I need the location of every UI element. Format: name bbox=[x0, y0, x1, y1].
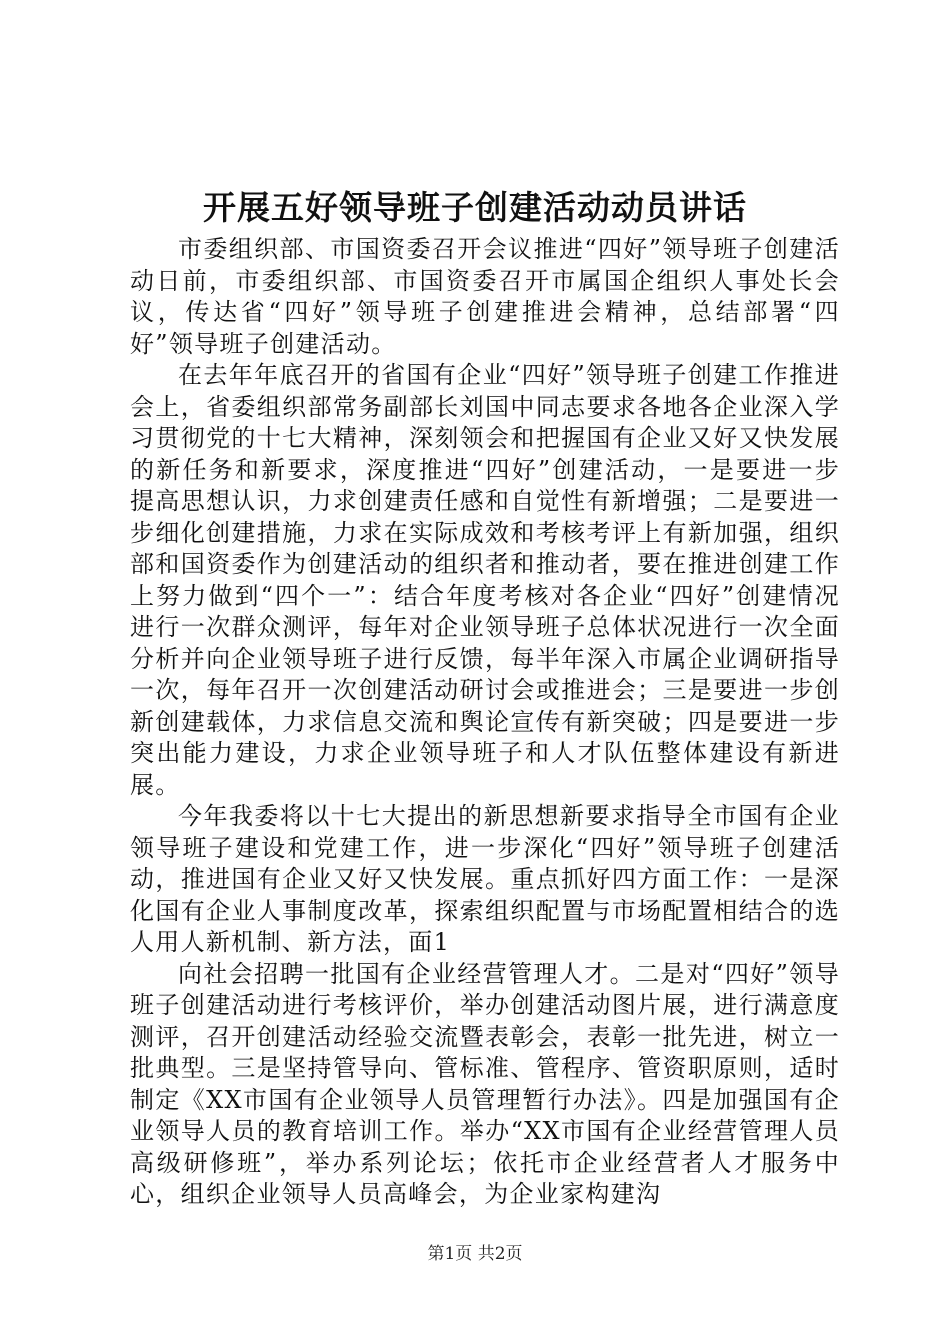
paragraph-2: 在去年年底召开的省国有企业“四好”领导班子创建工作推进会上，省委组织部常务副部长刘国中同志要求各地各企业深入学习贯彻党的十七大精神，深刻领会和把握国有企业又好又快发展的新任务和新要求，深度推进“四好”创建活动，一是要进一步提高思想认识，力求创建责任感和自觉性有新增强；二是要进一步细化创建措施，力求在实际成效和考核考评上有新加强，组织部和国资委作为创建活动的组织者和推动者，要在推进创建工作上努力做到“四个一”：结合年度考核对各企业“四好”创建情况进行一次群众测评，每年对企业领导班子总体状况进行一次全面分析并向企业领导班子进行反馈，每半年深入市属企业调研指导一次，每年召开一次创建活动研讨会或推进会；三是要进一步创新创建载体，力求信息交流和舆论宣传有新突破；四是要进一步突出能力建设，力求企业领导班子和人才队伍整体建设有新进展。 bbox=[130, 361, 840, 799]
paragraph-3: 今年我委将以十七大提出的新思想新要求指导全市国有企业领导班子建设和党建工作，进一步深化“四好”领导班子创建活动，推进国有企业又好又快发展。重点抓好四方面工作：一是深化国有企业人事制度改革，探索组织配置与市场配置相结合的选人用人新机制、新方法，面1 bbox=[130, 802, 840, 956]
page-number-footer: 第1页 共2页 bbox=[427, 1244, 523, 1264]
paragraph-4: 向社会招聘一批国有企业经营管理人才。二是对“四好”领导班子创建活动进行考核评价，举办创建活动图片展，进行满意度测评，召开创建活动经验交流暨表彰会，表彰一批先进，树立一批典型。三是坚持管导向、管标准、管程序、管资职原则，适时制定《XX市国有企业领导人员管理暂行办法》。四是加强国有企业领导人员的教育培训工作。举办“XX市国有企业经营管理人员高级研修班”，举办系列论坛；依托市企业经营者人才服务中心，组织企业领导人员高峰会，为企业家构建沟 bbox=[130, 959, 840, 1208]
paragraph-1: 市委组织部、市国资委召开会议推进“四好”领导班子创建活动日前，市委组织部、市国资委召开市属国企组织人事处长会议，传达省“四好”领导班子创建推进会精神，总结部署“四好”领导班子创建活动。 bbox=[130, 235, 840, 358]
document-body bbox=[130, 234, 840, 1211]
document-title: 开展五好领导班子创建活动动员讲话 bbox=[203, 188, 747, 227]
